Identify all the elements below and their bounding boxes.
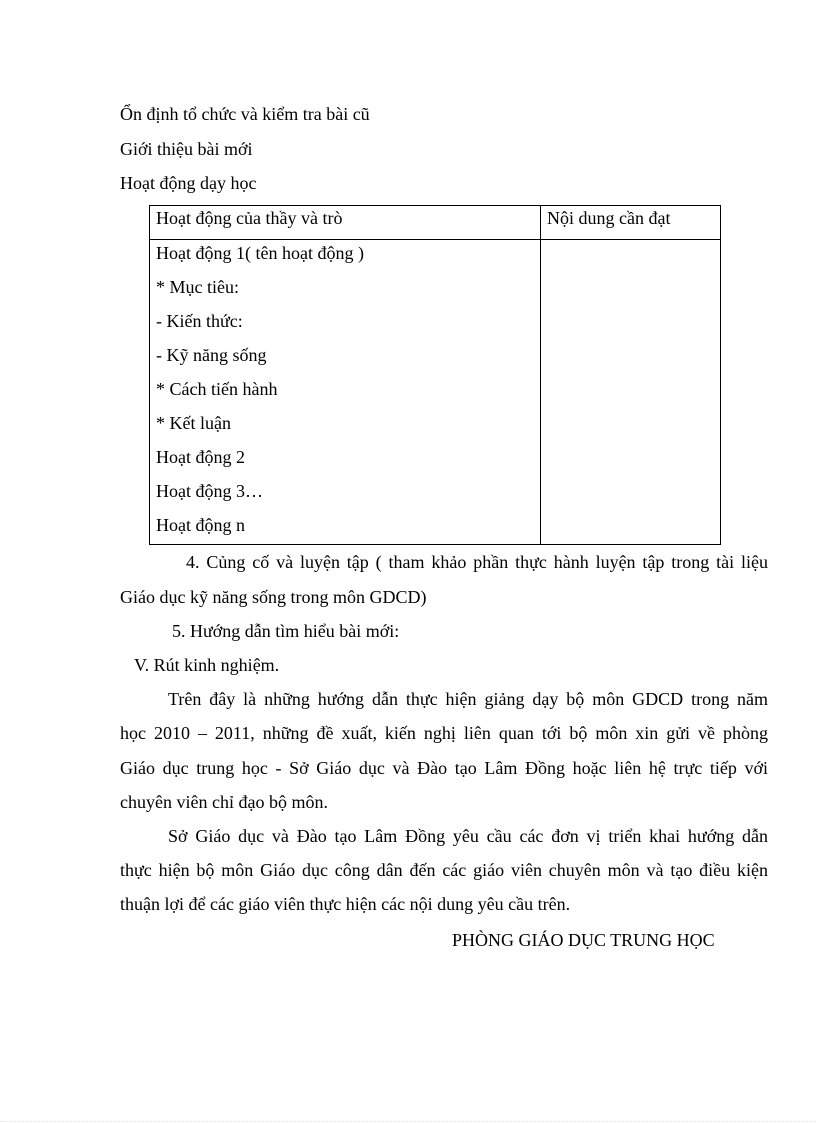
list-item: Hoạt động 1( tên hoạt động ) bbox=[156, 243, 364, 263]
table-header-cell bbox=[541, 206, 721, 240]
header-required-content: Nội dung cần đạt bbox=[547, 208, 671, 228]
header-teacher-student-activity: Hoạt động của thầy và trò bbox=[156, 208, 343, 228]
list-item: * Kết luận bbox=[156, 413, 231, 433]
table-cell bbox=[150, 240, 541, 545]
list-item: Hoạt động 3… bbox=[156, 481, 263, 501]
paragraph-line: chuyên viên chỉ đạo bộ môn. bbox=[120, 792, 328, 812]
paragraph-line: Giáo dục trung học - Sở Giáo dục và Đào tạo Lâm Đồng hoặc liên hệ trực tiếp với bbox=[120, 758, 768, 778]
table-cell bbox=[541, 240, 721, 545]
list-item: - Kỹ năng sống bbox=[156, 345, 267, 365]
section-v-heading: V. Rút kinh nghiệm. bbox=[134, 655, 280, 675]
table-row bbox=[150, 240, 721, 545]
list-item: Hoạt động n bbox=[156, 515, 245, 535]
paragraph-line: thuận lợi để các giáo viên thực hiện các nội dung yêu cầu trên. bbox=[120, 894, 571, 914]
list-item: Hoạt động 2 bbox=[156, 447, 245, 467]
list-item: * Mục tiêu: bbox=[156, 277, 239, 297]
paragraph-line: học 2010 – 2011, những đề xuất, kiến nghị liên quan tới bộ môn xin gửi về phòng bbox=[120, 723, 768, 743]
paragraph-line: Trên đây là những hướng dẫn thực hiện giảng dạy bộ môn GDCD trong năm bbox=[168, 689, 768, 709]
list-item: - Kiến thức: bbox=[156, 311, 243, 331]
paragraph-line: thực hiện bộ môn Giáo dục công dân đến các giáo viên chuyên môn và tạo điều kiện bbox=[120, 860, 768, 880]
text-line: Giới thiệu bài mới bbox=[120, 139, 253, 159]
table-header-row bbox=[150, 206, 721, 240]
signature-unit: PHÒNG GIÁO DỤC TRUNG HỌC bbox=[452, 930, 715, 950]
page-bottom-rule bbox=[0, 1121, 816, 1122]
table-header-cell bbox=[150, 206, 541, 240]
list-item: * Cách tiến hành bbox=[156, 379, 278, 399]
text-line: Hoạt động dạy học bbox=[120, 173, 257, 193]
section-4-line: 4. Củng cố và luyện tập ( tham khảo phần thực hành luyện tập trong tài liệu bbox=[186, 552, 768, 572]
paragraph-line: Sở Giáo dục và Đào tạo Lâm Đồng yêu cầu các đơn vị triển khai hướng dẫn bbox=[168, 826, 768, 846]
section-4-line: Giáo dục kỹ năng sống trong môn GDCD) bbox=[120, 587, 427, 607]
text-line: Ổn định tổ chức và kiểm tra bài cũ bbox=[120, 104, 370, 124]
section-5-heading: 5. Hướng dẫn tìm hiểu bài mới: bbox=[172, 621, 400, 641]
activity-table bbox=[149, 205, 721, 545]
